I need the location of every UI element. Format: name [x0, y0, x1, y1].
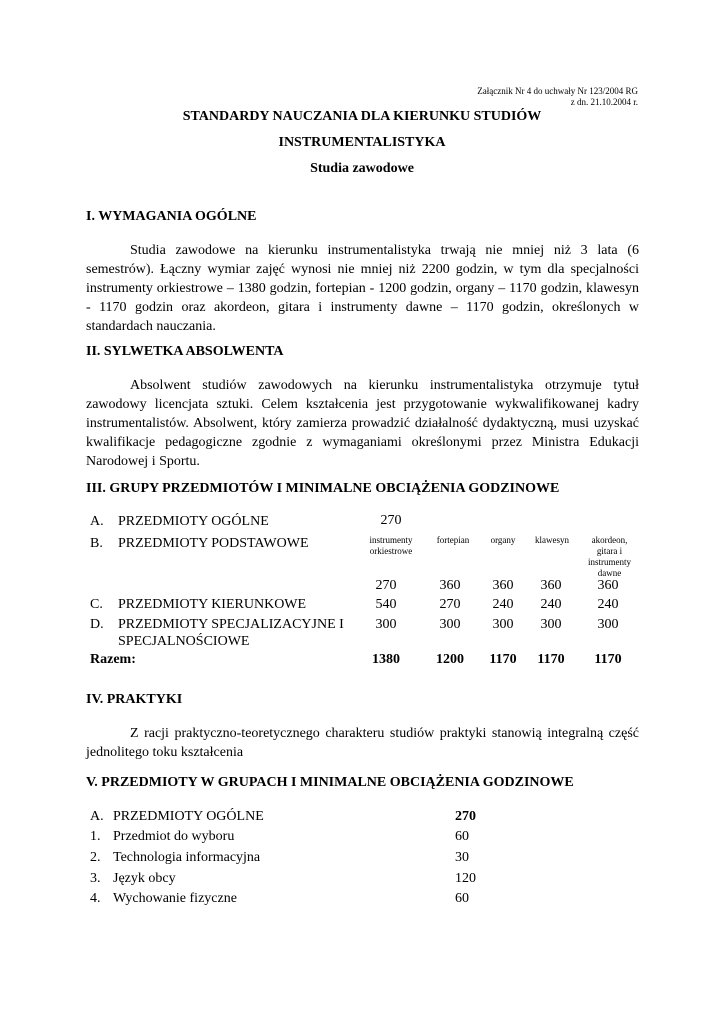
section-2-text: Absolwent studiów zawodowych na kierunku instrumentalistyka otrzymuje tytuł zawodowy licencjata sztuki. Celem kształcenia jest przygotowanie wykwalifikowanej kadry instrumentalistów. Absolwent, który zamierza prowadzić działalność dydaktyczną, musi uzyskać kwalifikacje pedagogiczne zgodnie z wymaganiami określonymi przez Ministra Edukacji Narodowej i Sportu. — [86, 378, 639, 469]
annex-line-2: z dn. 21.10.2004 r. — [570, 97, 638, 107]
section-4-heading: IV. PRAKTYKI — [86, 692, 183, 707]
document-title: STANDARDY NAUCZANIA DLA KIERUNKU STUDIÓW — [182, 109, 542, 124]
total-value: 1380 — [372, 652, 400, 667]
total-value: 1170 — [594, 652, 622, 667]
group-a-value: 270 — [455, 809, 476, 824]
study-mode-title: Studia zawodowe — [310, 161, 414, 176]
list-item-value: 120 — [455, 871, 476, 886]
row-c-value: 270 — [439, 597, 461, 612]
list-item-label: Przedmiot do wyboru — [113, 829, 235, 844]
row-b-letter: B. — [90, 536, 103, 551]
row-d-letter: D. — [90, 617, 104, 632]
section-1-text: Studia zawodowe na kierunku instrumentalistyka trwają nie mniej niż 3 lata (6 semestrów). Łączny wymiar zajęć wynosi nie mniej niż 2200 godzin, w tym dla specjalności instrumenty orkiestrowe – 1380 godzin, fortepian - 1200 godzin, organy – 1170 godzin, klawesyn - 1170 godzin oraz akordeon, gitara i instrumenty dawne – 1170 godzin, określonych w standardach nauczania. — [86, 243, 639, 334]
total-value: 1200 — [436, 652, 464, 667]
column-header: klawesyn — [535, 535, 569, 545]
group-a-letter: A. — [90, 809, 104, 824]
row-c-letter: C. — [90, 597, 103, 612]
row-a-value: 270 — [380, 513, 402, 528]
list-item-number: 1. — [90, 829, 101, 844]
row-c-value: 240 — [540, 597, 562, 612]
row-b-value: 360 — [492, 578, 514, 593]
list-item-number: 4. — [90, 891, 101, 906]
row-d-label-line-1: PRZEDMIOTY SPECJALIZACYJNE I — [118, 617, 344, 632]
list-item-number: 3. — [90, 871, 101, 886]
list-item-number: 2. — [90, 850, 101, 865]
row-c-value: 240 — [492, 597, 514, 612]
total-value: 1170 — [537, 652, 565, 667]
list-item-label: Wychowanie fizyczne — [113, 891, 237, 906]
total-value: 1170 — [489, 652, 517, 667]
row-b-value: 360 — [597, 578, 619, 593]
row-d-value: 300 — [375, 617, 397, 632]
section-2-heading: II. SYLWETKA ABSOLWENTA — [86, 344, 284, 359]
row-a-letter: A. — [90, 514, 104, 529]
section-4-text: Z racji praktyczno-teoretycznego charakteru studiów praktyki stanowią integralną część jednolitego toku kształcenia — [86, 726, 639, 760]
total-label: Razem: — [90, 652, 136, 667]
field-title: INSTRUMENTALISTYKA — [278, 135, 446, 150]
row-c-label: PRZEDMIOTY KIERUNKOWE — [118, 597, 307, 612]
column-header: organy — [490, 535, 516, 545]
list-item-value: 30 — [455, 850, 469, 865]
section-1-heading: I. WYMAGANIA OGÓLNE — [86, 209, 257, 224]
row-d-value: 300 — [540, 617, 562, 632]
row-b-value: 360 — [439, 578, 461, 593]
column-header: instrumenty orkiestrowe — [369, 535, 413, 556]
list-item-value: 60 — [455, 891, 469, 906]
section-3-heading: III. GRUPY PRZEDMIOTÓW I MINIMALNE OBCIĄŻENIA GODZINOWE — [86, 481, 560, 496]
row-b-value: 360 — [540, 578, 562, 593]
row-d-value: 300 — [492, 617, 514, 632]
column-header: fortepian — [436, 535, 470, 545]
annex-line-1: Załącznik Nr 4 do uchwały Nr 123/2004 RG — [477, 86, 638, 96]
row-a-label: PRZEDMIOTY OGÓLNE — [118, 514, 269, 529]
row-d-label-line-2: SPECJALNOŚCIOWE — [118, 634, 250, 649]
group-a-label: PRZEDMIOTY OGÓLNE — [113, 809, 264, 824]
row-d-value: 300 — [597, 617, 619, 632]
row-b-value: 270 — [375, 578, 397, 593]
list-item-label: Język obcy — [113, 871, 176, 886]
list-item-label: Technologia informacyjna — [113, 850, 261, 865]
row-d-value: 300 — [439, 617, 461, 632]
section-5-heading: V. PRZEDMIOTY W GRUPACH I MINIMALNE OBCIĄŻENIA GODZINOWE — [86, 775, 574, 790]
annex-note — [477, 86, 638, 108]
row-c-value: 240 — [597, 597, 619, 612]
list-item-value: 60 — [455, 829, 469, 844]
column-header: akordeon, gitara i instrumenty dawne — [588, 535, 631, 578]
row-c-value: 540 — [375, 597, 397, 612]
row-b-label: PRZEDMIOTY PODSTAWOWE — [118, 536, 309, 551]
